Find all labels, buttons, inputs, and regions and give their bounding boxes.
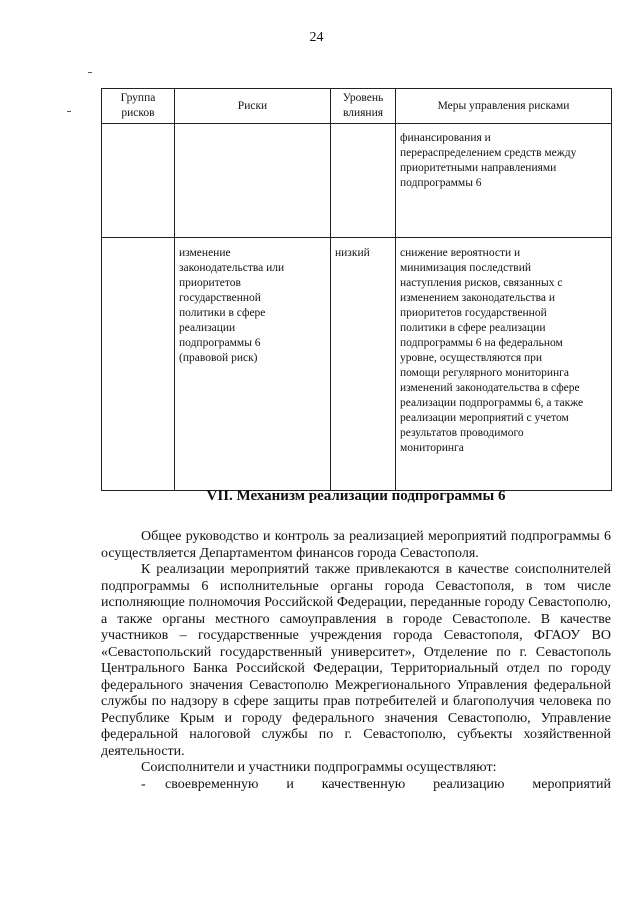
- paragraph: К реализации мероприятий также привлекаются в качестве соисполнителей подпрограммы 6 исполнительные органы города Севастополя, в том числе исполняющие полномочия Российской Федерации, переданные городу Севастополю, а также органы местного самоуправления в городе Севастополе. В качестве участников – государственные учреждения города Севастополя, ФГАОУ ВО «Севастопольский государственный университет», Отделение по г. Севастополь Центрального Банка Российской Федерации, Территориальный отдел по городу федерального значения Севастополю Межрегионального Управления федеральной службы по надзору в сфере защиты прав потребителей и благополучия человека по Республике Крым и городу федерального значения Севастополю, Управление федеральной налоговой службы по г. Севастополю, субъекты хозяйственной деятельности.: [101, 562, 611, 759]
- list-item-text: своевременную и качественную реализацию мероприятий: [165, 776, 611, 792]
- header-risk-group: Группа рисков: [102, 89, 175, 124]
- cell-impact-level: [331, 124, 396, 238]
- bullet-dash: -: [141, 776, 146, 792]
- header-impact-level: Уровень влияния: [331, 89, 396, 124]
- section-title: VII. Механизм реализации подпрограммы 6: [206, 488, 506, 504]
- page-number: 24: [309, 30, 324, 45]
- cell-risk-group: [102, 124, 175, 238]
- table-header-row: [102, 89, 612, 124]
- table-row: [102, 124, 612, 238]
- cell-measures: финансирования и перераспределением средств между приоритетными направлениями подпрограммы 6: [396, 124, 612, 238]
- paragraph: Соисполнители и участники подпрограммы осуществляют:: [141, 760, 497, 775]
- table-row: [102, 238, 612, 491]
- scan-speck: [67, 111, 71, 112]
- header-risk-measures: Меры управления рисками: [396, 89, 612, 124]
- paragraph: Общее руководство и контроль за реализацией мероприятий подпрограммы 6 осуществляется Департаментом финансов города Севастополя.: [101, 529, 611, 561]
- cell-measures: снижение вероятности и минимизация последствий наступления рисков, связанных с изменением законодательства и приоритетов государственной политики в сфере реализации подпрограммы 6 на федеральном уровне, осуществляются при помощи регулярного мониторинга изменений законодательства в сфере реализации подпрограммы 6, а также реализации мероприятий с учетом результатов проводимого мониторинга: [396, 238, 612, 491]
- cell-impact-level: низкий: [331, 238, 396, 491]
- scan-speck: [88, 72, 92, 73]
- list-item: [101, 777, 611, 794]
- header-risks: Риски: [175, 89, 331, 124]
- cell-risk-group: [102, 238, 175, 491]
- cell-risk: изменение законодательства или приоритетов государственной политики в сфере реализации подпрограммы 6 (правовой риск): [175, 238, 331, 491]
- section-body: [101, 529, 611, 793]
- risk-management-table: [101, 88, 612, 491]
- cell-risk: [175, 124, 331, 238]
